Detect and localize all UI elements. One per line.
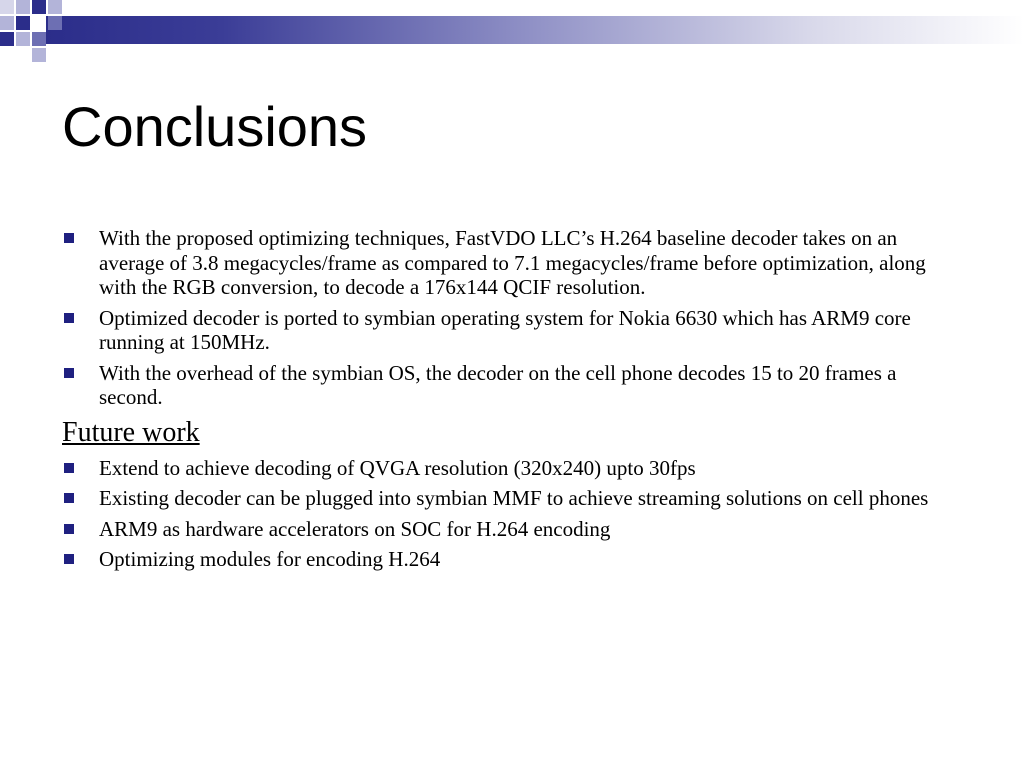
square-bullet-icon — [64, 368, 74, 378]
list-item-text: Existing decoder can be plugged into symbian MMF to achieve streaming solutions on cell phones — [99, 486, 929, 510]
square-bullet-icon — [64, 524, 74, 534]
future-work-list — [62, 456, 962, 572]
decor-square — [32, 48, 46, 62]
square-bullet-icon — [64, 463, 74, 473]
list-item-text: ARM9 as hardware accelerators on SOC for H.264 encoding — [99, 516, 611, 541]
list-item — [62, 547, 962, 572]
slide-content — [62, 226, 962, 578]
decor-square — [32, 0, 46, 14]
list-item — [62, 456, 962, 481]
slide-title: Conclusions — [62, 95, 368, 158]
decor-square — [32, 16, 46, 30]
list-item-text: With the proposed optimizing techniques, FastVDO LLC’s H.264 baseline decoder takes on an average of 3.8 megacycles/frame as compared to 7.1 megacycles/frame before optimization, along with the RGB conversion, to decode a 176x144 QCIF resolution. — [99, 226, 926, 299]
conclusions-list — [62, 226, 962, 410]
decor-square — [16, 16, 30, 30]
decor-square — [48, 16, 62, 30]
list-item-text: Optimized decoder is ported to symbian operating system for Nokia 6630 which has ARM9 core running at 150MHz. — [99, 305, 911, 354]
list-item-text: With the overhead of the symbian OS, the decoder on the cell phone decodes 15 to 20 frames a second. — [99, 360, 897, 409]
list-item — [62, 517, 962, 542]
list-item — [62, 306, 962, 355]
decor-square — [0, 16, 14, 30]
decor-square — [32, 32, 46, 46]
decor-square — [0, 0, 14, 14]
decor-square — [16, 32, 30, 46]
list-item — [62, 486, 962, 511]
list-item-text: Optimizing modules for encoding H.264 — [99, 547, 441, 571]
decor-square — [16, 0, 30, 14]
square-bullet-icon — [64, 554, 74, 564]
list-item — [62, 226, 962, 300]
list-item-text: Extend to achieve decoding of QVGA resolution (320x240) upto 30fps — [99, 455, 696, 480]
list-item — [62, 361, 962, 410]
square-bullet-icon — [64, 493, 74, 503]
decor-square — [48, 0, 62, 14]
square-bullet-icon — [64, 313, 74, 323]
decor-square — [0, 32, 14, 46]
header-gradient-bar — [46, 16, 1024, 44]
future-work-heading: Future work — [62, 416, 200, 448]
square-bullet-icon — [64, 233, 74, 243]
